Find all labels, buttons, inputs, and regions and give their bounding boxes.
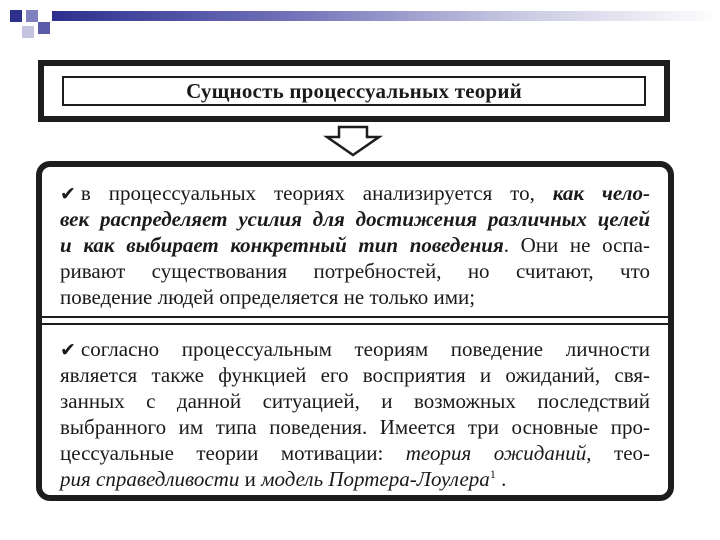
theory-next-start: , тео-: [586, 441, 651, 465]
top-gradient-bar: [52, 11, 720, 21]
down-arrow-icon: [323, 125, 383, 157]
title-box: [38, 60, 670, 122]
corner-square-light: [26, 10, 38, 22]
check-mark-icon: ✔: [60, 183, 76, 205]
para2-text: цессуальные теории мотивации:: [60, 441, 384, 465]
para2-line-2: является также функцией его восприятия и ожиданий, свя-: [60, 363, 650, 387]
corner-square-dark: [10, 10, 22, 22]
para1-line-4: ривают существования потребностей, но считают, что: [60, 259, 650, 283]
para2-line-5: [60, 440, 650, 466]
diagram-title: Сущность процессуальных теорий: [186, 78, 522, 103]
para1-line-5: поведение людей определяется не только ими;: [60, 285, 476, 309]
porter-lawler-model: модель Портера-Лоулера: [261, 467, 490, 491]
paragraph-1: [60, 180, 650, 310]
corner-square-pale: [22, 26, 34, 38]
para2-line-4: выбранного им типа поведения. Имеется три основные про-: [60, 415, 650, 439]
corner-square-mid: [38, 22, 50, 34]
para1-line-3: [60, 232, 650, 258]
section-divider: [42, 316, 668, 325]
para1-line-1: [60, 180, 650, 206]
period: .: [501, 467, 507, 491]
para1-line-2: век распределяет усилия для достижения различных целей: [60, 207, 650, 231]
theory-expectations: теория ожиданий: [405, 441, 587, 465]
para2-line-3: занных с данной ситуацией, и возможных последствий: [60, 389, 650, 413]
para1-emphasis-end: и как выбирает конкретный тип поведения: [60, 233, 504, 257]
para1-text: в процессуальных теориях анализируется то,: [80, 181, 535, 205]
check-mark-icon: ✔: [60, 339, 76, 361]
para1-text-cont: . Они не оспа-: [503, 233, 650, 257]
para1-emphasis: как чело-: [552, 181, 650, 205]
footnote-mark: 1: [489, 467, 496, 481]
theory-justice: рия справедливости: [60, 467, 240, 491]
conjunction: и: [244, 467, 256, 491]
para2-line-1: [60, 336, 650, 362]
para2-line-6: [60, 466, 650, 492]
content-box: [36, 161, 674, 501]
title-inner-frame: [62, 76, 646, 106]
paragraph-2: [60, 336, 650, 492]
para2-text: согласно процессуальным теориям поведение личности: [80, 337, 650, 361]
